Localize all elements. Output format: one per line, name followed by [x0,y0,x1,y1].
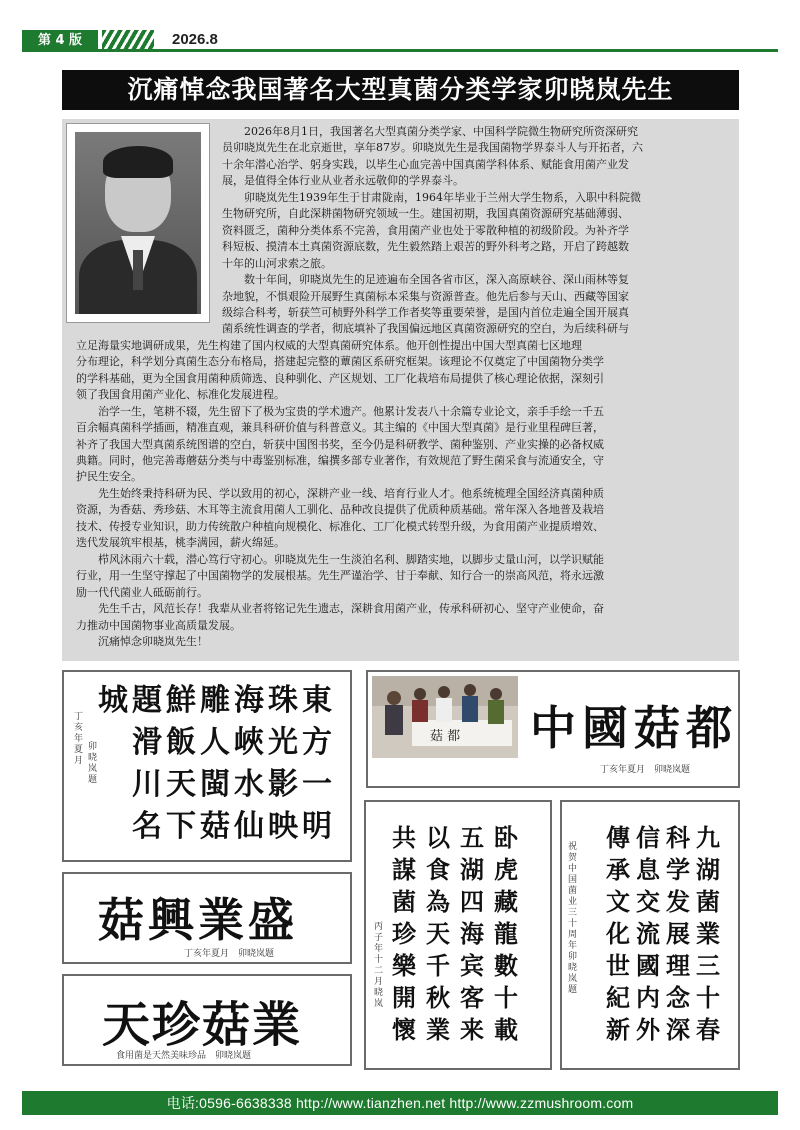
article-line: 栉风沐雨六十载，潜心笃行守初心。卯晓岚先生一生淡泊名利、脚踏实地，以脚步丈量山河，以学识赋能 [98,552,604,566]
article-line: 数十年间，卯晓岚先生的足迹遍布全国各省市区，深入高原峡谷、深山雨林等复 [244,273,629,287]
page-number-tag: 第 4 版 [22,30,98,52]
calligraphy-box-6 [560,800,740,1070]
article-line: 励一代代菌业人砥砺前行。 [76,585,208,599]
article-line: 资料匮乏，菌种分类体系不完善，食用菌产业也处于零散种植的初级阶段。为补齐学 [222,223,629,237]
article-line: 员卯晓岚先生在北京逝世，享年87岁。卯晓岚先生是我国菌物学界泰斗人与开拓者，六 [222,141,643,155]
article-line: 菌系统性调查的学者，彻底填补了我国偏远地区真菌资源研究的空白，为后续科研与 [222,322,629,336]
article-line: 卯晓岚先生1939年生于甘肃陇南，1964年毕业于兰州大学生物系，入职中科院微 [244,190,641,204]
article-line: 分布理论，科学划分真菌生态分布格局，搭建起完整的蕈菌区系研究框架。该理论不仅奠定了中国菌物分类学 [76,355,604,369]
article-line: 先生始终秉持科研为民、学以致用的初心，深耕产业一线、培育行业人才。他系统梳理全国经济真菌种质 [98,486,604,500]
footer-contact: 电话:0596-6638338 http://www.tianzhen.net http://www.zzmushroom.com [22,1091,778,1115]
calligraphy-signature-3: 丁亥年夏月 卯晓岚题 [184,949,275,959]
article-line: 力推动中国菌物事业高质量发展。 [76,618,241,632]
calligraphy-signature-6: 祝贺中国菌业三十周年 卯晓岚题 [568,842,587,995]
calligraphy-column: 東方一明 [302,683,332,844]
calligraphy-column: 共謀菌珍樂開懷 [392,823,416,1044]
calligraphy-text-4: 天珍菇業 [102,997,303,1053]
calligraphy-box-5 [364,800,552,1070]
calligraphy-text-3: 菇興業盛 [98,893,298,947]
calligraphy-column: 傳承文化世紀新 [606,823,630,1044]
article-line: 级综合科考，斩获竺可桢野外科学工作者奖等重要荣誉，是国内首位走遍全国开展真 [222,305,629,319]
calligraphy-column: 以食為天千秋業 [426,823,450,1044]
article-line: 沉痛悼念卯晓岚先生！ [98,634,208,648]
calligraphy-column: 城 [98,683,128,718]
svg-text:菇 都: 菇 都 [430,729,461,744]
calligraphy-column: 五湖四海宾客来 [460,823,484,1044]
article-line: 迭代发展筑牢根基，桃李满园，薪火绵延。 [76,536,285,550]
page-header [22,30,778,52]
article-line: 先生千古，风范长存！我辈从业者将铭记先生遗志，深耕食用菌产业，传承科研初心、坚守产业使命，奋 [98,602,604,616]
calligraphy-signature-1a: 丁亥年夏月 [74,712,84,766]
calligraphy-column: 科学发展理念深 [666,823,690,1044]
article-line: 立足海量实地调研成果，先生构建了国内权威的大型真菌研究体系。他开创性提出中国大型真菌七区地理 [76,338,582,352]
article-line: 资源，为香菇、秀珍菇、木耳等主流食用菌人工驯化、品种改良提供了优质种质基础。常年深入各地普及栽培 [76,503,604,517]
article-line: 护民生安全。 [76,470,142,484]
article-body [62,119,739,661]
calligraphy-column: 海峽水仙 [234,683,264,844]
article-line: 十年的山河求索之旅。 [222,256,332,270]
article-line: 技术、传授专业知识，助力传统散户种植向规模化、标准化、工厂化模式转型升级，为食用菌产业提质增效、 [76,519,604,533]
event-photo [372,676,518,758]
calligraphy-column: 雕人閩菇 [200,683,230,844]
calligraphy-box-2 [366,670,740,788]
article-line: 杂地貌，不惧艰险开展野生真菌标本采集与资源普查。他先后参与天山、西藏等国家 [222,289,629,303]
calligraphy-column: 題滑川名 [132,683,162,844]
calligraphy-column: 珠光影映 [268,683,298,844]
calligraphy-text-2: 中國菇都 [530,701,738,755]
article-line: 2026年8月1日，我国著名大型真菌分类学家、中国科学院微生物研究所资深研究 [244,125,638,138]
article-text [62,119,739,661]
header-rule [22,49,778,52]
article-title: 沉痛悼念我国著名大型真菌分类学家卯晓岚先生 [62,70,739,110]
calligraphy-box-3 [62,872,352,964]
calligraphy-signature-2: 丁亥年夏月 卯晓岚题 [600,765,691,775]
article-line: 治学一生，笔耕不辍，先生留下了极为宝贵的学术遗产。他累计发表八十余篇专业论文，亲手手绘一千五 [98,404,604,418]
issue-date: 2026.8 [172,31,218,48]
article-line: 百余幅真菌科学插画，精准直观，兼具科研价值与科普意义。其主编的《中国大型真菌》是行业里程碑巨著， [76,421,604,435]
calligraphy-column: 九湖菌業三十春 [696,823,720,1044]
calligraphy-box-1 [62,670,352,862]
article-line: 领了我国食用菌产业化、标准化发展进程。 [76,388,285,402]
article-line: 科短板、摸清本土真菌资源底数，先生毅然踏上艰苦的野外科考之路，开启了跨越数 [222,240,629,254]
calligraphy-signature-4: 食用菌是天然美味珍品 卯晓岚题 [116,1051,252,1061]
article-line: 补齐了我国大型真菌系统图谱的空白，斩获中国图书奖，至今仍是科研教学、菌种鉴别、产业实操的必备权威 [76,437,604,451]
article-line: 十余年潜心治学、躬身实践，以毕生心血完善中国真菌学科体系、赋能食用菌产业发 [222,157,629,171]
article-line: 生物研究所，自此深耕菌物研究领域一生。建国初期，我国真菌资源研究基础薄弱、 [222,207,629,221]
calligraphy-signature-5: 丙子年十二月 晓岚 [374,922,393,1009]
article-line: 的学科基础，更为全国食用菌种质筛选、良种驯化、产区规划、工厂化栽培布局提供了核心理论依据，深刻引 [76,371,604,385]
calligraphy-column: 卧虎藏龍數十載 [494,823,518,1044]
article-line: 行业，用一生坚守撑起了中国菌物学的发展根基。先生严谨治学、甘于奉献、知行合一的崇高风范，将永远激 [76,569,604,583]
calligraphy-signature-1b: 卯晓岚题 [88,742,98,785]
calligraphy-box-4 [62,974,352,1066]
calligraphy-column: 鮮飯天下 [166,683,196,844]
article-line: 典籍。同时，他完善毒蘑菇分类与中毒鉴别标准，编撰多部专业著作，有效规范了野生菌采食与流通安全，守 [76,454,604,467]
calligraphy-column: 信息交流國内外 [636,823,660,1044]
article-line: 展，是值得全体行业从业者永远敬仰的学界泰斗。 [222,174,464,188]
